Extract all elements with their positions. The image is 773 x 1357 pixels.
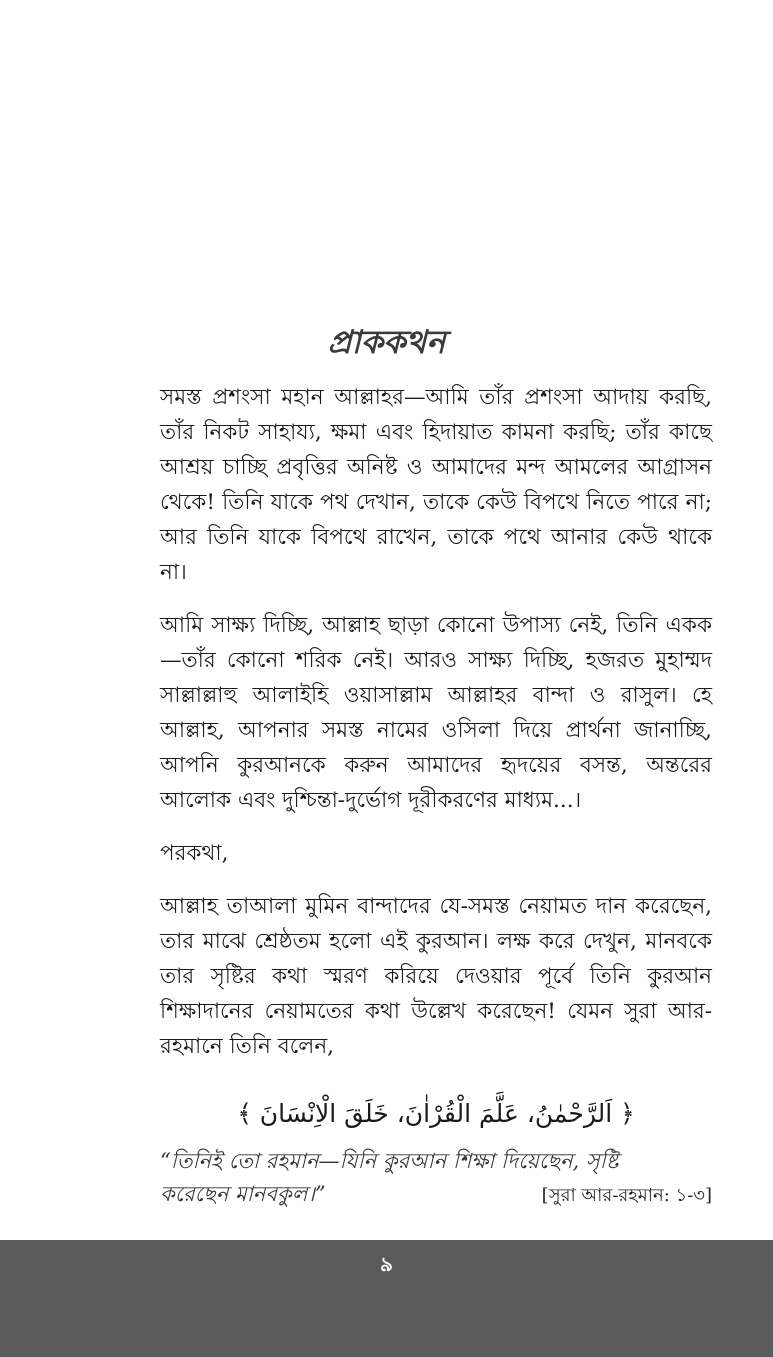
- footer-bar: [0, 1240, 773, 1357]
- paragraph-1: সমস্ত প্রশংসা মহান আল্লাহর—আমি তাঁর প্রশংসা আদায় করছি, তাঁর নিকট সাহায্য, ক্ষমা এবং হিদায়াত কামনা করছি; তাঁর কাছে আশ্রয় চাচ্ছি প্রবৃত্তির অনিষ্ট ও আমাদের মন্দ আমলের আগ্রাসন থেকে! তিনি যাকে পথ দেখান, তাকে কেউ বিপথে নিতে পারে না; আর তিনি যাকে বিপথে রাখেন, তাকে পথে আনার কেউ থাকে না।: [160, 385, 712, 585]
- arabic-verse: ﴿ اَلرَّحْمٰنُ، عَلَّمَ الْقُرْاٰنَ، خَلَقَ الْاِنْسَانَ ﴾: [237, 1099, 635, 1128]
- page-title: প্রাককথন: [327, 323, 446, 361]
- quote-line-1: “তিনিই তো রহমান—যিনি কুরআন শিক্ষা দিয়েছেন, সৃষ্টি: [160, 1149, 619, 1173]
- page-number: ৯: [380, 1252, 393, 1276]
- paragraph-4: আল্লাহ তাআলা মুমিন বান্দাদের যে-সমস্ত নেয়ামত দান করেছেন, তার মাঝে শ্রেষ্ঠতম হলো এই কুরআন। লক্ষ করে দেখুন, মানবকে তার সৃষ্টির কথা স্মরণ করিয়ে দেওয়ার পূর্বে তিনি কুরআন শিক্ষাদানের নেয়ামতের কথা উল্লেখ করেছেন! যেমন সুরা আর-রহমানে তিনি বলেন,: [160, 894, 712, 1059]
- quote-row: [160, 1178, 712, 1213]
- paragraph-3: পরকথা,: [160, 841, 229, 866]
- quote-line-2: করেছেন মানবকুল।”: [160, 1182, 326, 1206]
- paragraph-2: আমি সাক্ষ্য দিচ্ছি, আল্লাহ ছাড়া কোনো উপাস্য নেই, তিনি একক—তাঁর কোনো শরিক নেই। আরও সাক্ষ্য দিচ্ছি, হজরত মুহাম্মদ সাল্লাল্লাহু আলাইহি ওয়াসাল্লাম আল্লাহর বান্দা ও রাসুল। হে আল্লাহ, আপনার সমস্ত নামের ওসিলা দিয়ে প্রার্থনা জানাচ্ছি, আপনি কুরআনকে করুন আমাদের হৃদয়ের বসন্ত, অন্তরের আলোক এবং দুশ্চিন্তা-দুর্ভোগ দূরীকরণের মাধ্যম...।: [160, 613, 712, 813]
- page-content: [160, 380, 712, 1213]
- verse-reference: [সুরা আর-রহমান: ১-৩]: [541, 1185, 712, 1206]
